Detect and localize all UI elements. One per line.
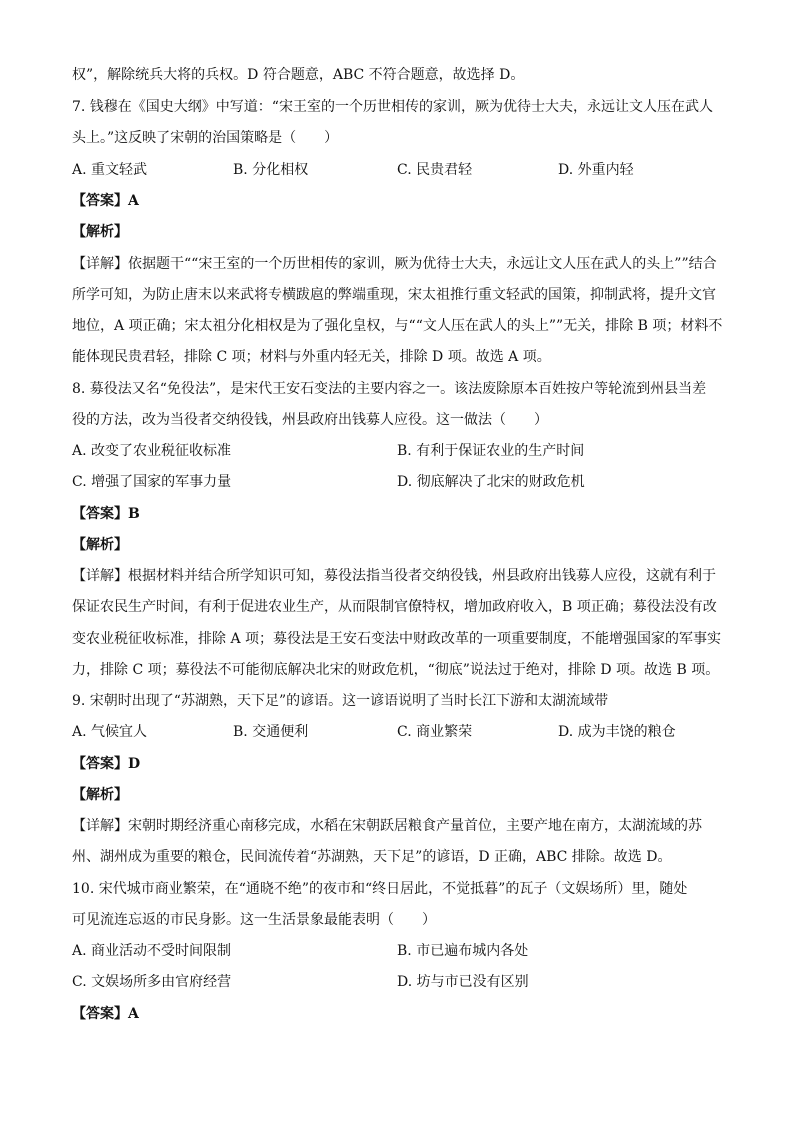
q8-option-d: D. 彻底解决了北宋的财政危机 <box>397 474 585 490</box>
question-7-stem: 7. 钱穆在《国史大纲》中写道：“宋王室的一个历世相传的家训，厥为优待士大夫，永远让文人压在武人 <box>72 99 713 115</box>
explanation-line: 州、湖州成为重要的粮仓，民间流传着“苏湖熟，天下足”的谚语，D 正确，ABC 排除。故选 D。 <box>72 849 672 865</box>
q10-option-c: C. 文娱场所多由官府经营 <box>72 974 232 990</box>
q10-option-d: D. 坊与市已没有区别 <box>397 974 529 990</box>
paragraph-line: 权”，解除统兵大将的兵权。D 符合题意，ABC 不符合题意，故选择 D。 <box>72 67 525 83</box>
q7-option-d: D. 外重内轻 <box>558 162 634 178</box>
explanation-line: 【详解】宋朝时期经济重心南移完成，水稻在宋朝跃居粮食产量首位，主要产地在南方，太湖流域的苏 <box>72 818 702 834</box>
q10-option-a: A. 商业活动不受时间限制 <box>72 943 232 959</box>
answer-label: 【答案】A <box>72 1006 139 1022</box>
analysis-label: 【解析】 <box>72 787 128 803</box>
explanation-line: 【详解】根据材料并结合所学知识可知，募役法指当役者交纳役钱，州县政府出钱募人应役，这就有利于 <box>72 568 716 584</box>
q9-option-b: B. 交通便利 <box>233 724 309 740</box>
q8-option-c: C. 增强了国家的军事力量 <box>72 474 232 490</box>
question-9-stem: 9. 宋朝时出现了“苏湖熟，天下足”的谚语。这一谚语说明了当时长江下游和太湖流域带 <box>72 693 609 709</box>
q10-option-b: B. 市已遍布城内各处 <box>397 943 529 959</box>
question-7-stem: 头上。”这反映了宋朝的治国策略是（ ） <box>72 130 339 146</box>
question-8-stem: 8. 募役法又名“免役法”，是宋代王安石变法的主要内容之一。该法废除原本百姓按户等轮流到州县当差 <box>72 381 707 397</box>
analysis-label: 【解析】 <box>72 224 128 240</box>
explanation-line: 变农业税征收标准，排除 A 项；募役法是王安石变法中财政改革的一项重要制度，不能增强国家的军事实 <box>72 631 722 647</box>
question-10-stem: 可见流连忘返的市民身影。这一生活景象最能表明（ ） <box>72 912 436 928</box>
answer-label: 【答案】B <box>72 506 140 522</box>
explanation-line: 保证农民生产时间，有利于促进农业生产，从而限制官僚特权，增加政府收入，B 项正确；募役法没有改 <box>72 599 717 615</box>
q7-option-b: B. 分化相权 <box>233 162 309 178</box>
question-8-stem: 役的方法，改为当役者交纳役钱，州县政府出钱募人应役。这一做法（ ） <box>72 412 548 428</box>
explanation-line: 地位，A 项正确；宋太祖分化相权是为了强化皇权，与““文人压在武人的头上””无关，排除 B 项；材料不 <box>72 318 723 334</box>
q7-option-a: A. 重文轻武 <box>72 162 148 178</box>
answer-label: 【答案】D <box>72 756 141 772</box>
q9-option-a: A. 气候宜人 <box>72 724 148 740</box>
question-10-stem: 10. 宋代城市商业繁荣，在“通晓不绝”的夜市和“终日居此，不觉抵暮”的瓦子（文娱场所）里，随处 <box>72 881 688 897</box>
explanation-line: 所学可知，为防止唐末以来武将专横跋扈的弊端重现，宋太祖推行重文轻武的国策，抑制武将，提升文官 <box>72 287 716 303</box>
q9-option-d: D. 成为丰饶的粮仓 <box>558 724 676 740</box>
answer-label: 【答案】A <box>72 193 139 209</box>
explanation-line: 【详解】依据题干““宋王室的一个历世相传的家训，厥为优待士大夫，永远让文人压在武人的头上””结合 <box>72 256 717 272</box>
q7-option-c: C. 民贵君轻 <box>397 162 473 178</box>
q9-option-c: C. 商业繁荣 <box>397 724 473 740</box>
explanation-line: 能体现民贵君轻，排除 C 项；材料与外重内轻无关，排除 D 项。故选 A 项。 <box>72 349 551 365</box>
explanation-line: 力，排除 C 项；募役法不可能彻底解决北宋的财政危机，“彻底”说法过于绝对，排除 D 项。故选 B 项。 <box>72 662 720 678</box>
analysis-label: 【解析】 <box>72 537 128 553</box>
q8-option-a: A. 改变了农业税征收标准 <box>72 443 232 459</box>
q8-option-b: B. 有利于保证农业的生产时间 <box>397 443 585 459</box>
